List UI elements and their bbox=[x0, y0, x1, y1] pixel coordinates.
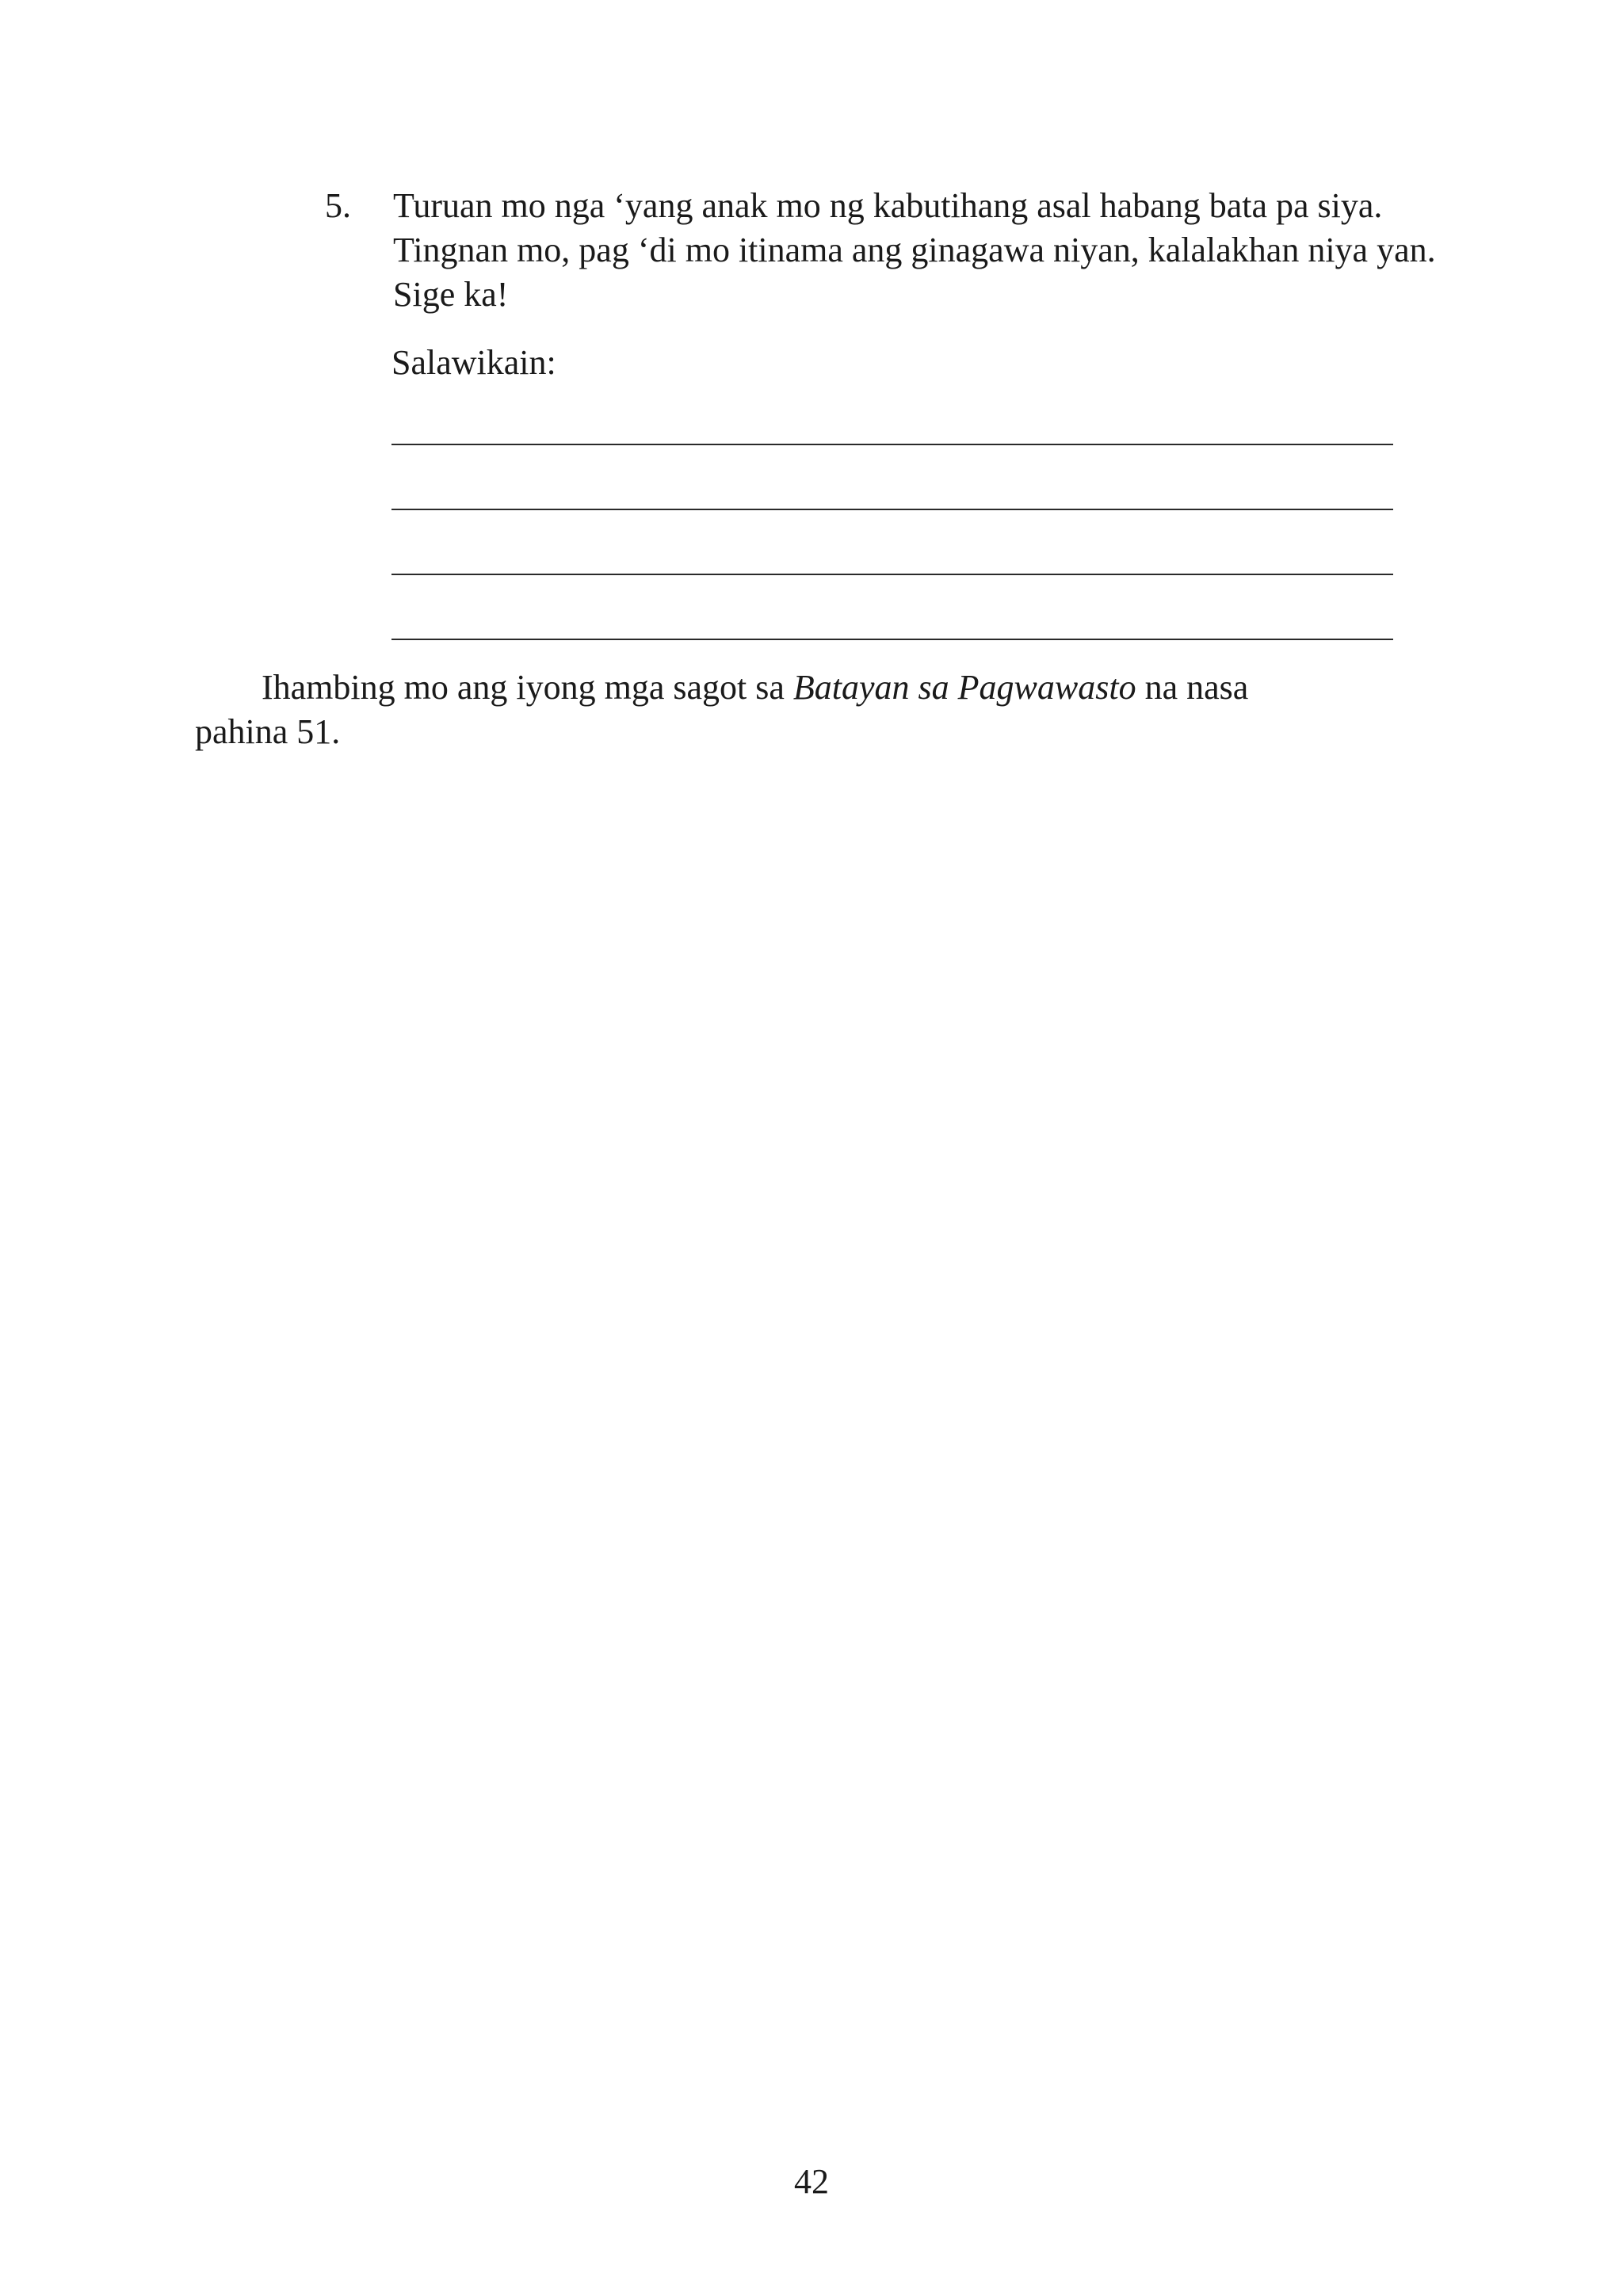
instruction-text-start: Ihambing mo ang iyong mga sagot sa bbox=[262, 668, 793, 707]
instruction-paragraph bbox=[195, 666, 1431, 754]
instruction-text-end: na nasa bbox=[1136, 668, 1249, 707]
question-line-3: Sige ka! bbox=[393, 275, 509, 314]
answer-blank-line-1 bbox=[391, 444, 1393, 445]
instruction-line-1 bbox=[195, 666, 1431, 710]
answer-key-reference: Batayan sa Pagwawasto bbox=[792, 668, 1136, 707]
answer-blank-line-3 bbox=[391, 574, 1393, 575]
instruction-line-2: pahina 51. bbox=[195, 712, 341, 751]
question-line-1: Turuan mo nga ‘yang anak mo ng kabutihang asal habang bata pa siya. bbox=[393, 186, 1383, 225]
answer-blank-line-2 bbox=[391, 509, 1393, 510]
answer-blank-line-4 bbox=[391, 639, 1393, 640]
page-number: 42 bbox=[794, 2162, 829, 2201]
question-number: 5. bbox=[325, 186, 351, 225]
question-text bbox=[393, 184, 1436, 317]
question-line-2: Tingnan mo, pag ‘di mo itinama ang ginagawa niyan, kalalakhan niya yan. bbox=[393, 231, 1436, 269]
answer-label: Salawikain: bbox=[391, 343, 556, 382]
